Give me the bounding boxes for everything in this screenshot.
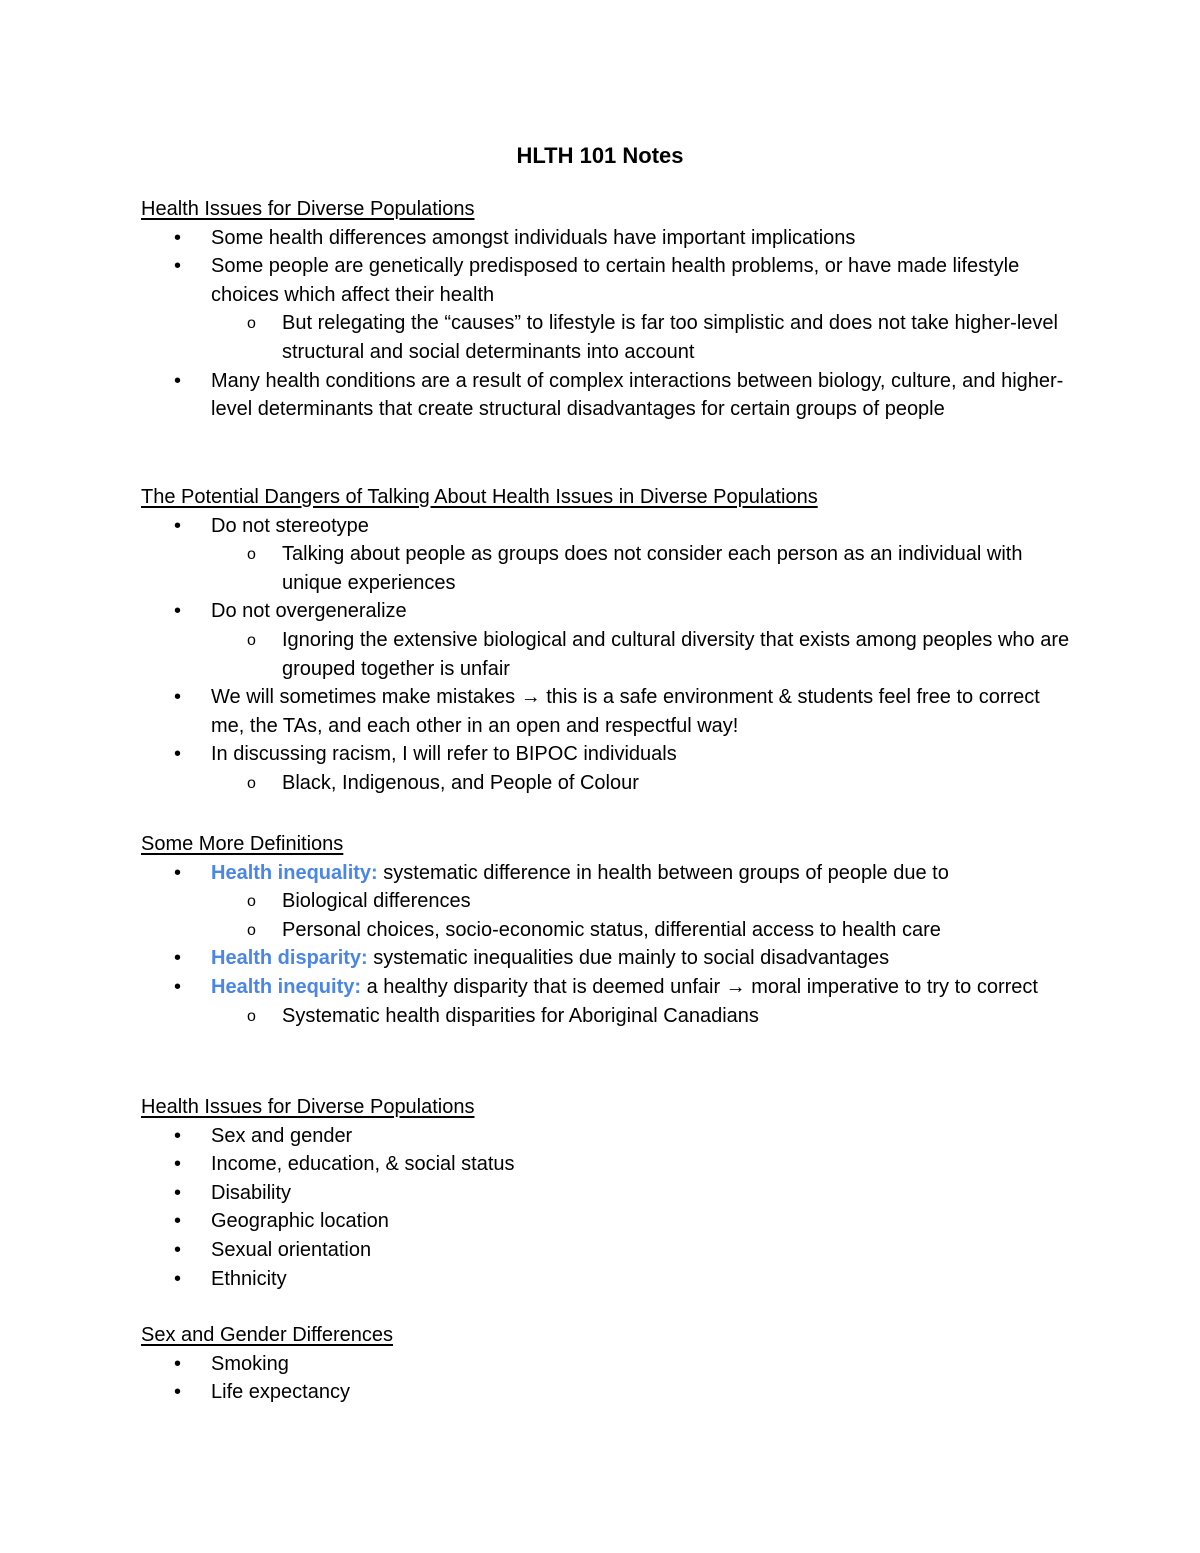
- bullet-icon: •: [174, 1267, 182, 1290]
- section-health-issues-2: [141, 1093, 1071, 1293]
- section-definitions: [141, 830, 1071, 1030]
- section-heading: Health Issues for Diverse Populations: [141, 1096, 475, 1118]
- sub-list-item-text: Ignoring the extensive biological and cultural diversity that exists among peoples who are grouped together is unfair: [282, 628, 1070, 680]
- section-heading: Sex and Gender Differences: [141, 1324, 394, 1346]
- sub-list-item-text: Personal choices, socio-economic status, differential access to health care: [282, 918, 941, 941]
- list-item-text: Sexual orientation: [211, 1238, 372, 1261]
- bullet-icon: •: [174, 226, 182, 249]
- list-item-text: Disability: [211, 1181, 292, 1204]
- list-item: [141, 597, 1071, 683]
- bullet-icon: •: [174, 861, 182, 884]
- bullet-icon: •: [174, 1352, 182, 1375]
- sub-bullet-icon: o: [247, 631, 256, 649]
- section-heading: The Potential Dangers of Talking About Health Issues in Diverse Populations: [141, 486, 818, 508]
- list-item: [141, 1378, 1071, 1407]
- sub-list-item: [211, 769, 1071, 798]
- bullet-list: [141, 1122, 1071, 1294]
- sub-bullet-list: [141, 769, 1071, 798]
- section-sex-gender: [141, 1321, 1071, 1407]
- bullet-icon: •: [174, 1181, 182, 1204]
- sub-list-item-text: Talking about people as groups does not consider each person as an individual with unique experiences: [282, 543, 1023, 594]
- sub-list-item-text: Black, Indigenous, and People of Colour: [282, 771, 639, 794]
- definition-term: Health inequality:: [211, 861, 378, 884]
- sub-list-item-text: Systematic health disparities for Aboriginal Canadians: [282, 1004, 759, 1027]
- list-item: [141, 1179, 1071, 1208]
- section-heading: Health Issues for Diverse Populations: [141, 198, 475, 220]
- sub-list-item: [211, 887, 1071, 916]
- list-item-text: Some health differences amongst individuals have important implications: [211, 226, 856, 249]
- list-item-text: Smoking: [211, 1352, 289, 1375]
- bullet-list: [141, 859, 1071, 1031]
- list-item: [141, 1207, 1071, 1236]
- sub-bullet-icon: o: [247, 1007, 256, 1025]
- sub-list-item-text: Biological differences: [282, 890, 471, 913]
- section-potential-dangers: [141, 483, 1071, 798]
- sub-bullet-list: [141, 1002, 1071, 1031]
- bullet-icon: •: [174, 947, 182, 970]
- list-item: [141, 512, 1071, 598]
- list-item-text: systematic difference in health between groups of people due to: [377, 861, 949, 884]
- bullet-icon: •: [174, 514, 182, 537]
- list-item: [141, 1265, 1071, 1294]
- list-item: [141, 1150, 1071, 1179]
- sub-list-item: [211, 1002, 1071, 1031]
- bullet-icon: •: [174, 1238, 182, 1261]
- list-item: [141, 1350, 1071, 1379]
- sub-bullet-icon: o: [247, 774, 256, 792]
- list-item-text: Life expectancy: [211, 1381, 350, 1404]
- list-item-text: We will sometimes make mistakes → this is a safe environment & students feel free to correct me, the TAs, and each other in an open and respectful way!: [211, 686, 1040, 737]
- list-item: [141, 1236, 1071, 1265]
- list-item: [141, 740, 1071, 797]
- sub-bullet-icon: o: [247, 315, 256, 333]
- bullet-icon: •: [174, 1153, 182, 1176]
- list-item: [141, 1122, 1071, 1151]
- section-heading: Some More Definitions: [141, 833, 344, 855]
- list-item-text: Many health conditions are a result of complex interactions between biology, culture, and higher-level determinants that create structural disadvantages for certain groups of people: [211, 369, 1064, 421]
- bullet-list: [141, 1350, 1071, 1407]
- list-item: [141, 973, 1071, 1030]
- bullet-icon: •: [174, 255, 182, 278]
- list-item-text: Some people are genetically predisposed to certain health problems, or have made lifestyle choices which affect their health: [211, 255, 1020, 306]
- bullet-icon: •: [174, 1381, 182, 1404]
- list-item-text: Do not stereotype: [211, 514, 369, 537]
- list-item: [141, 224, 1071, 253]
- sub-bullet-icon: o: [247, 893, 256, 911]
- sub-list-item: [211, 916, 1071, 945]
- list-item-text: Ethnicity: [211, 1267, 287, 1290]
- sub-bullet-list: [141, 540, 1071, 597]
- list-item-text: systematic inequalities due mainly to social disadvantages: [367, 947, 890, 970]
- sub-bullet-icon: o: [247, 546, 256, 564]
- bullet-icon: •: [174, 369, 182, 392]
- section-health-issues-1: [141, 195, 1071, 424]
- list-item-text: a healthy disparity that is deemed unfair → moral imperative to try to correct: [361, 975, 1038, 998]
- definition-term: Health disparity:: [211, 947, 368, 970]
- list-item: [141, 944, 1071, 973]
- list-item-text: Geographic location: [211, 1210, 389, 1233]
- definition-term: Health inequity:: [211, 975, 362, 998]
- list-item: [141, 859, 1071, 945]
- page-title: HLTH 101 Notes: [516, 143, 684, 168]
- sub-list-item: [211, 626, 1071, 683]
- list-item-text: Do not overgeneralize: [211, 600, 407, 623]
- list-item: [141, 367, 1071, 424]
- list-item-text: Sex and gender: [211, 1124, 353, 1147]
- sub-bullet-list: [141, 887, 1071, 944]
- sub-list-item: [211, 309, 1071, 366]
- bullet-list: [141, 512, 1071, 798]
- sub-bullet-list: [141, 626, 1071, 683]
- bullet-icon: •: [174, 975, 182, 998]
- list-item: [141, 683, 1071, 740]
- bullet-icon: •: [174, 1210, 182, 1233]
- list-item-text: Income, education, & social status: [211, 1153, 515, 1176]
- bullet-icon: •: [174, 600, 182, 623]
- bullet-list: [141, 224, 1071, 424]
- sub-bullet-icon: o: [247, 921, 256, 939]
- list-item: [141, 252, 1071, 366]
- bullet-icon: •: [174, 1124, 182, 1147]
- bullet-icon: •: [174, 686, 182, 709]
- sub-bullet-list: [141, 309, 1071, 366]
- bullet-icon: •: [174, 743, 182, 766]
- sub-list-item-text: But relegating the “causes” to lifestyle is far too simplistic and does not take higher-level structural and social determinants into account: [282, 312, 1058, 363]
- list-item-text: In discussing racism, I will refer to BIPOC individuals: [211, 743, 677, 766]
- sub-list-item: [211, 540, 1071, 597]
